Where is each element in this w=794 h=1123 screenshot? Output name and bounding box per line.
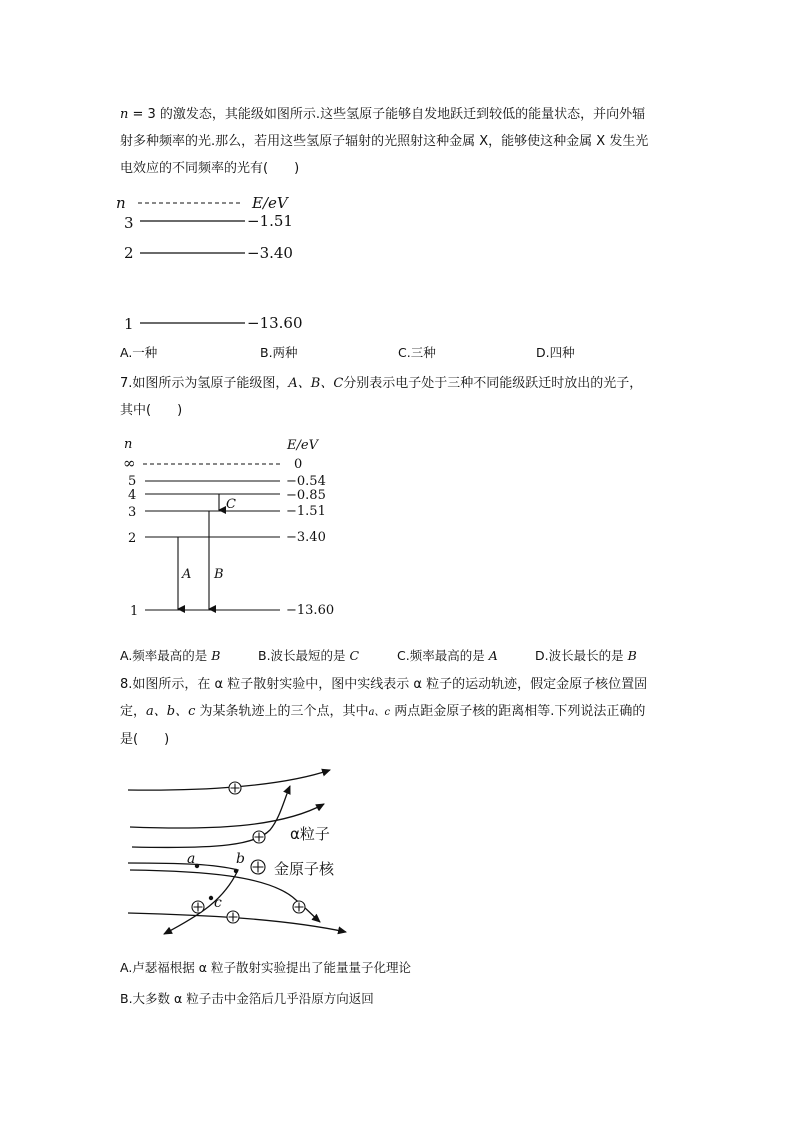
q7-transition-b-label: B bbox=[214, 567, 224, 582]
q7-n-header: n bbox=[124, 437, 133, 452]
q7-level-1-energy: −13.60 bbox=[286, 603, 335, 618]
q7-level-5-n: 5 bbox=[128, 474, 137, 489]
q7-stem bbox=[120, 370, 676, 424]
q8-option-a[interactable]: A.卢瑟福根据 α 粒子散射实验提出了能量量子化理论 bbox=[120, 960, 411, 975]
q6-level-2-n: 2 bbox=[124, 244, 134, 262]
q8-point-b-dot bbox=[234, 869, 238, 873]
q6-stem-line-3: 电效应的不同频率的光有( ) bbox=[120, 161, 300, 176]
q6-option-b[interactable]: B.两种 bbox=[260, 345, 298, 360]
q7-level-4-n: 4 bbox=[128, 488, 137, 503]
q6-level-1-n: 1 bbox=[124, 315, 134, 333]
q8-stem-line-3: 是( ) bbox=[120, 732, 170, 747]
q8-options bbox=[120, 952, 676, 1014]
q8-plus-marker bbox=[192, 901, 204, 913]
q7-level-2-energy: −3.40 bbox=[286, 530, 326, 545]
q8-point-a-dot bbox=[195, 864, 199, 868]
q8-point-c-label: c bbox=[214, 895, 222, 911]
q6-level-1-energy: −13.60 bbox=[247, 314, 303, 332]
q7-option-d[interactable]: D.波长最长的是 B bbox=[535, 648, 637, 663]
q7-transition-c-label: C bbox=[226, 497, 236, 512]
q8-option-b[interactable]: B.大多数 α 粒子击中金箔后几乎沿原方向返回 bbox=[120, 991, 374, 1006]
q6-option-c[interactable]: C.三种 bbox=[398, 345, 436, 360]
q8-stem-line-2: 定，a、b、c 为某条轨迹上的三个点，其中a、c 两点距金原子核的距离相等.下列说法正确的 bbox=[120, 704, 646, 719]
q8-stem-line-1: 8.如图所示，在 α 粒子散射实验中，图中实线表示 α 粒子的运动轨迹，假定金原子核位置固 bbox=[120, 677, 648, 692]
q8-gold-nucleus bbox=[251, 860, 265, 874]
q7-e-header: E/eV bbox=[287, 438, 318, 453]
q8-point-c-dot bbox=[209, 896, 213, 900]
q7-level-3-n: 3 bbox=[128, 505, 137, 520]
q7-stem-line-1: 7.如图所示为氢原子能级图，A、B、C分别表示电子处于三种不同能级跃迁时放出的光子， bbox=[120, 376, 643, 391]
q7-transition-a-label: A bbox=[182, 567, 192, 582]
q6-e-header: E/eV bbox=[252, 194, 288, 212]
q8-nucleus-markers bbox=[192, 782, 305, 923]
q6-stem-line-2: 射多种频率的光.那么，若用这些氢原子辐射的光照射这种金属 X，能够使这种金属 X 发生光 bbox=[120, 134, 649, 149]
q6-option-a[interactable]: A.一种 bbox=[120, 345, 158, 360]
q7-energy-level-diagram bbox=[115, 432, 345, 624]
q8-point-a-label: a bbox=[187, 851, 196, 867]
q6-stem bbox=[120, 101, 676, 182]
q8-plus-marker bbox=[227, 911, 239, 923]
q8-plus-marker bbox=[253, 831, 265, 843]
q8-gold-nucleus-label: 金原子核 bbox=[274, 860, 335, 878]
q6-option-d[interactable]: D.四种 bbox=[536, 345, 575, 360]
q7-option-a[interactable]: A.频率最高的是 B bbox=[120, 648, 221, 663]
q7-level-5-energy: −0.54 bbox=[286, 474, 326, 489]
q8-plus-marker bbox=[293, 901, 305, 913]
q6-var-n: n bbox=[120, 107, 129, 122]
q8-alpha-particle-label: α粒子 bbox=[290, 825, 330, 843]
q6-level-2-energy: −3.40 bbox=[247, 244, 293, 262]
q6-n-header: n bbox=[116, 194, 126, 212]
q6-level-3-energy: −1.51 bbox=[247, 212, 293, 230]
q7-stem-vars: A、B、C bbox=[288, 376, 344, 391]
q6-stem-line-1: n = 3 的激发态，其能级如图所示.这些氢原子能够自发地跃迁到较低的能量状态，并向外辐 bbox=[120, 107, 646, 122]
q7-level-inf-n: ∞ bbox=[123, 454, 136, 472]
q7-level-2-n: 2 bbox=[128, 531, 137, 546]
q7-option-c[interactable]: C.频率最高的是 A bbox=[397, 648, 498, 663]
q7-level-4-energy: −0.85 bbox=[286, 488, 326, 503]
q7-level-3-energy: −1.51 bbox=[286, 504, 326, 519]
q8-stem bbox=[120, 671, 676, 753]
q7-level-1-n: 1 bbox=[130, 604, 139, 619]
q8-trajectory-deflect-up bbox=[132, 786, 290, 847]
q7-stem-line-2: 其中( ) bbox=[120, 403, 183, 418]
q6-level-3-n: 3 bbox=[124, 214, 134, 232]
q8-plus-marker bbox=[229, 782, 241, 794]
q8-alpha-scattering-diagram bbox=[120, 760, 360, 940]
q7-level-inf-energy: 0 bbox=[294, 457, 303, 472]
q8-point-b-label: b bbox=[236, 851, 245, 867]
q7-option-b[interactable]: B.波长最短的是 C bbox=[258, 648, 360, 663]
q6-energy-level-diagram bbox=[110, 192, 320, 337]
